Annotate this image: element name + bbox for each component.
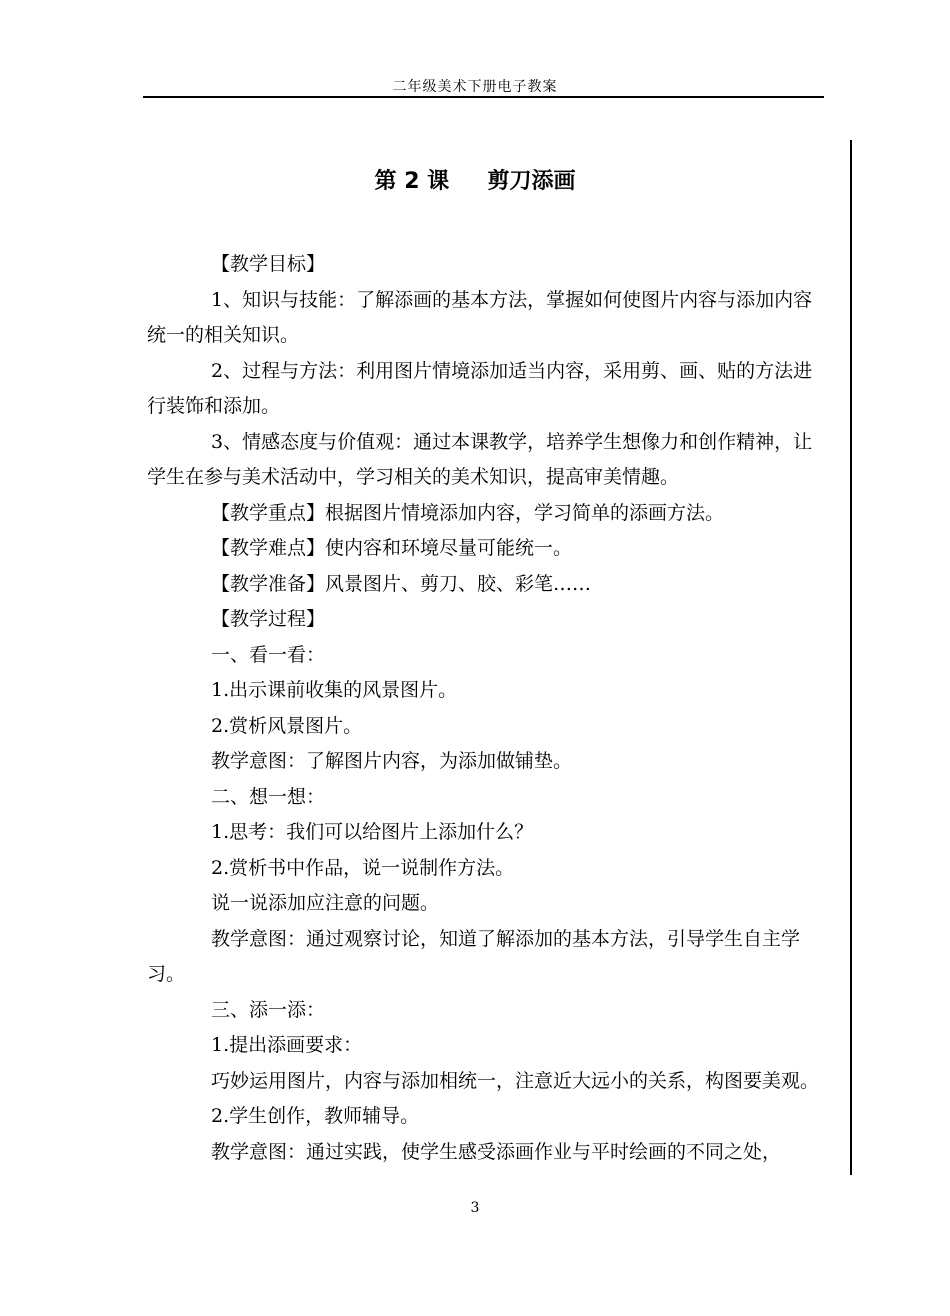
lesson-body xyxy=(147,247,823,1170)
body-paragraph: 1.思考：我们可以给图片上添加什么？ xyxy=(211,821,534,843)
body-paragraph: 1、知识与技能：了解添画的基本方法，掌握如何使图片内容与添加内容统一的相关知识。 xyxy=(147,288,813,346)
body-paragraph: 3、情感态度与价值观：通过本课教学，培养学生想像力和创作精神，让学生在参与美术活动中，学习相关的美术知识，提高审美情趣。 xyxy=(147,430,813,488)
body-paragraph: 2.赏析风景图片。 xyxy=(211,714,363,737)
body-paragraph: 【教学目标】 xyxy=(211,253,326,275)
body-paragraph: 2、过程与方法：利用图片情境添加适当内容，采用剪、画、贴的方法进行装饰和添加。 xyxy=(147,359,813,417)
body-paragraph: 【教学难点】使内容和环境尽量可能统一。 xyxy=(211,537,573,559)
running-header: 二年级美术下册电子教案 xyxy=(392,79,558,95)
body-paragraph: 三、添一添： xyxy=(211,998,326,1021)
body-paragraph: 1.提出添画要求： xyxy=(211,1034,363,1056)
body-paragraph: 教学意图：通过观察讨论，知道了解添加的基本方法，引导学生自主学习。 xyxy=(147,927,801,985)
body-paragraph: 1.出示课前收集的风景图片。 xyxy=(211,679,458,701)
body-paragraph: 巧妙运用图片，内容与添加相统一，注意近大远小的关系，构图要美观。 xyxy=(211,1069,820,1092)
header-divider xyxy=(143,96,824,98)
lesson-title: 第 2 课 剪刀添画 xyxy=(374,169,576,194)
body-paragraph: 2.学生创作，教师辅导。 xyxy=(211,1105,420,1127)
right-margin-rule xyxy=(850,140,852,1175)
body-paragraph: 说一说添加应注意的问题。 xyxy=(211,892,440,914)
body-paragraph: 【教学准备】风景图片、剪刀、胶、彩笔…… xyxy=(211,572,592,595)
body-paragraph: 【教学过程】 xyxy=(211,608,326,630)
body-paragraph: 教学意图：了解图片内容，为添加做铺垫。 xyxy=(211,750,573,772)
body-paragraph: 【教学重点】根据图片情境添加内容，学习简单的添画方法。 xyxy=(211,501,725,524)
body-paragraph: 二、想一想： xyxy=(211,785,326,808)
body-paragraph: 教学意图：通过实践，使学生感受添画作业与平时绘画的不同之处， xyxy=(211,1140,782,1163)
body-paragraph: 一、看一看： xyxy=(211,643,326,666)
body-paragraph: 2.赏析书中作品，说一说制作方法。 xyxy=(211,856,515,879)
page-number: 3 xyxy=(470,1200,480,1216)
